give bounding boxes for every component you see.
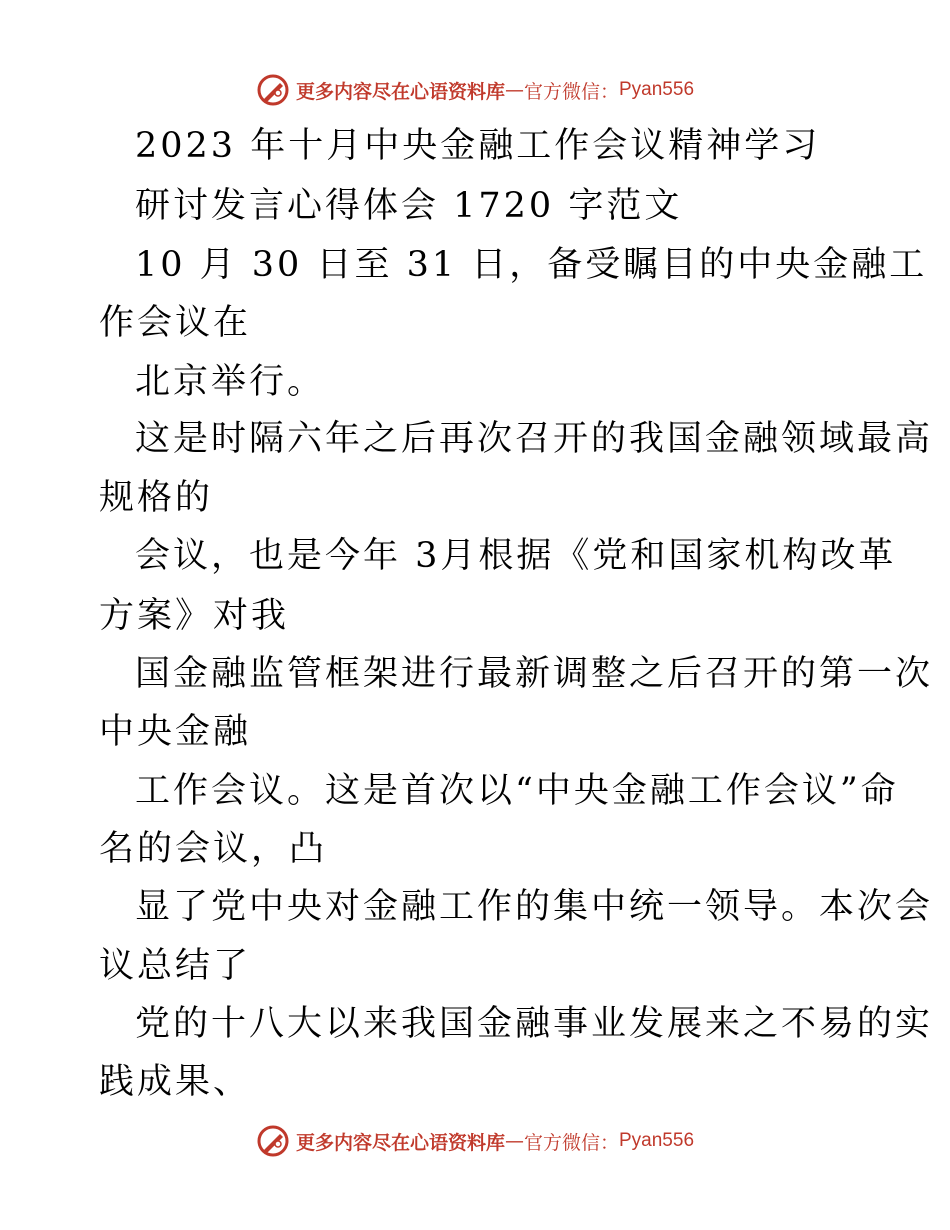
watermark-dash: — (504, 79, 524, 101)
doc-line: 这是时隔六年之后再次召开的我国金融领域最高 (135, 419, 934, 459)
doc-line: 显了党中央对金融工作的集中统一领导。本次会 (135, 887, 934, 927)
doc-line: 中央金融 (99, 712, 252, 752)
watermark-main-text: 更多内容尽在心语资料库 (295, 1131, 505, 1154)
doc-line: 方案》对我 (99, 596, 290, 636)
doc-line: 10 月 30 日至 31 日，备受瞩目的中央金融工 (135, 245, 928, 285)
watermark-wechat-id: Pyan556 (619, 79, 695, 100)
pen-logo-icon (256, 73, 290, 107)
doc-title-line-1: 2023 年十月中央金融工作会议精神学习 (135, 126, 821, 166)
doc-line: 会议，也是今年 3月根据《党和国家机构改革 (135, 536, 897, 576)
doc-line: 北京举行。 (135, 362, 326, 402)
header-watermark (0, 70, 950, 110)
watermark-dash: — (504, 1130, 524, 1152)
doc-line: 工作会议。这是首次以“中央金融工作会议”命 (135, 771, 899, 811)
footer-watermark (0, 1121, 950, 1161)
watermark-main-text: 更多内容尽在心语资料库 (295, 80, 505, 103)
doc-title-line-2: 研讨发言心得体会 1720 字范文 (135, 186, 683, 226)
doc-line: 议总结了 (99, 946, 252, 986)
doc-line: 国金融监管框架进行最新调整之后召开的第一次 (135, 654, 934, 694)
watermark-wechat-id: Pyan556 (619, 1130, 695, 1151)
doc-line: 名的会议，凸 (99, 829, 328, 869)
doc-line: 规格的 (99, 478, 214, 518)
pen-logo-icon (256, 1124, 290, 1158)
doc-line: 作会议在 (99, 303, 252, 343)
watermark-wechat-label: 官方微信： (523, 1131, 619, 1154)
watermark-wechat-label: 官方微信： (523, 80, 619, 103)
doc-line: 践成果、 (99, 1062, 252, 1102)
doc-line: 党的十八大以来我国金融事业发展来之不易的实 (135, 1004, 934, 1044)
